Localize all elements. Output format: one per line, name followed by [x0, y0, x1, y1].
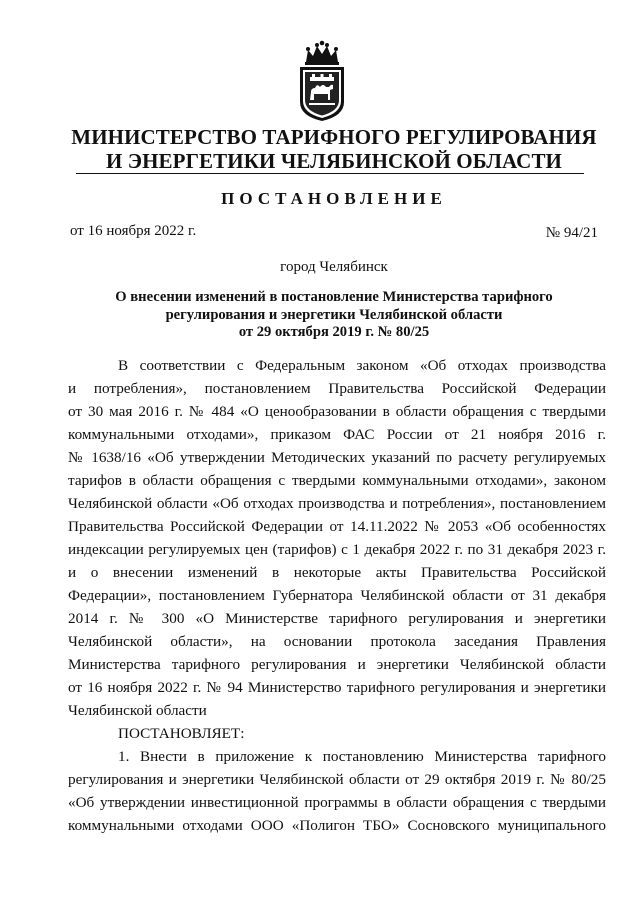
body-text-line: Челябинской области», на основании протокола заседания Правления: [68, 633, 606, 650]
ministry-name-line-2: И ЭНЕРГЕТИКИ ЧЕЛЯБИНСКОЙ ОБЛАСТИ: [106, 149, 562, 173]
ministry-name-line-1: МИНИСТЕРСТВО ТАРИФНОГО РЕГУЛИРОВАНИЯ: [71, 125, 597, 149]
chelyabinsk-coat-of-arms-icon: [296, 40, 348, 122]
body-text-line: коммунальными отходами ООО «Полигон ТБО» Сосновского муниципального: [68, 817, 606, 834]
body-text-line: индексации регулируемых цен (тарифов) с 1 декабря 2022 г. по 31 декабря 2023 г.: [68, 541, 606, 558]
body-text-line: Челябинской области: [68, 702, 207, 719]
body-text-line: № 1638/16 «Об утверждении Методических указаний по расчету регулируемых: [68, 449, 606, 466]
body-text-line: и потребления», постановлением Правительства Российской Федерации: [68, 380, 606, 397]
document-title-line: от 29 октября 2019 г. № 80/25: [238, 324, 430, 340]
body-text-line: Федерации», постановлением Губернатора Челябинской области от 31 декабря: [68, 587, 606, 604]
document-date: от 16 ноября 2022 г.: [70, 223, 197, 239]
document-number: № 94/21: [545, 225, 598, 241]
body-text-line: В соответствии с Федеральным законом «Об отходах производства: [118, 357, 606, 374]
body-text-line: от 30 мая 2016 г. № 484 «О ценообразовании в области обращения с твердыми: [68, 403, 606, 420]
document-type-heading: ПОСТАНОВЛЕНИЕ: [221, 189, 447, 208]
body-text-line: «Об утверждении инвестиционной программы в области обращения с твердыми: [68, 794, 606, 811]
body-text-line: коммунальными отходами», приказом ФАС России от 21 ноября 2016 г.: [68, 426, 606, 443]
header-divider: [76, 173, 584, 174]
body-text-line: регулирования и энергетики Челябинской области от 29 октября 2019 г. № 80/25: [68, 771, 606, 788]
document-title-line: регулирования и энергетики Челябинской области: [165, 307, 503, 323]
body-text-line: от 16 ноября 2022 г. № 94 Министерство тарифного регулирования и энергетики: [68, 679, 606, 696]
resolution-heading: ПОСТАНОВЛЯЕТ:: [118, 725, 245, 742]
document-title-line: О внесении изменений в постановление Министерства тарифного: [115, 289, 553, 305]
body-text-line: Правительства Российской Федерации от 14.11.2022 № 2053 «Об особенностях: [68, 518, 606, 535]
body-text-line: 2014 г. № 300 «О Министерстве тарифного регулирования и энергетики: [68, 610, 606, 627]
body-text-line: Челябинской области «Об отходах производства и потребления», постановлением: [68, 495, 606, 512]
body-text-line: Министерства тарифного регулирования и энергетики Челябинской области: [68, 656, 606, 673]
document-city: город Челябинск: [280, 259, 388, 275]
body-text-line: тарифов в области обращения с твердыми коммунальными отходами», законом: [68, 472, 606, 489]
body-text-line: 1. Внести в приложение к постановлению Министерства тарифного: [118, 748, 606, 765]
body-text-line: и о внесении изменений в некоторые акты Правительства Российской: [68, 564, 606, 581]
